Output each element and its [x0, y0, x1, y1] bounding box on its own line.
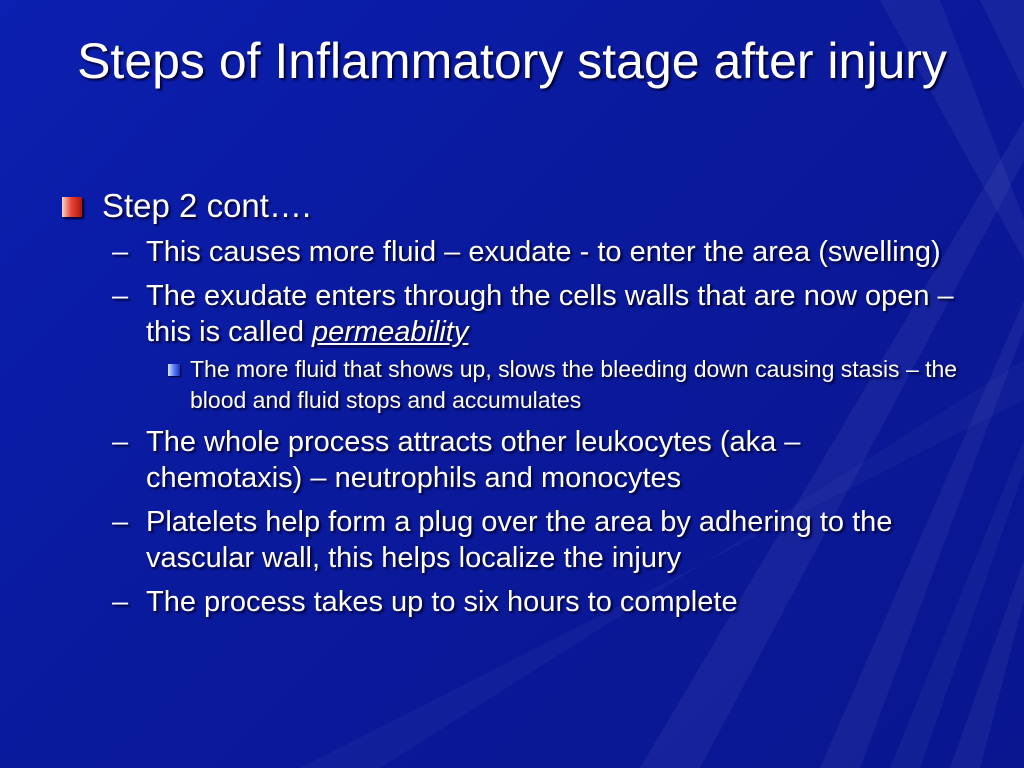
sub-bullet-text: This causes more fluid – exudate - to enter the area (swelling)	[146, 236, 941, 268]
dash-marker: –	[112, 586, 129, 618]
dash-marker: –	[112, 236, 129, 268]
bullet-level1-text: Step 2 cont….	[102, 187, 312, 224]
sub-bullet	[60, 424, 960, 496]
square-bullet-icon	[62, 197, 82, 217]
dash-marker: –	[112, 506, 129, 538]
sub-bullet	[60, 278, 960, 350]
sub-sub-bullet	[60, 354, 960, 416]
dash-marker: –	[112, 280, 129, 312]
dash-marker: –	[112, 426, 129, 458]
sub-bullet-text: The exudate enters through the cells walls that are now open – this is called	[146, 280, 954, 348]
sub-bullet-text: Platelets help form a plug over the area by adhering to the vascular wall, this helps localize the injury	[146, 506, 893, 574]
small-square-bullet-icon	[168, 364, 180, 376]
permeability-term: permeability	[312, 316, 469, 348]
sub-bullet-text: The whole process attracts other leukocytes (aka – chemotaxis) – neutrophils and monocytes	[146, 426, 801, 494]
slide-title: Steps of Inflammatory stage after injury	[77, 33, 947, 89]
slide-content	[60, 186, 960, 620]
sub-sub-bullet-text: The more fluid that shows up, slows the bleeding down causing stasis – the blood and fluid stops and accumulates	[190, 356, 958, 413]
sub-bullet-text: The process takes up to six hours to complete	[146, 586, 738, 618]
sub-bullet	[60, 234, 960, 270]
sub-bullet	[60, 584, 960, 620]
bullet-level1	[60, 186, 960, 226]
sub-bullet	[60, 504, 960, 576]
